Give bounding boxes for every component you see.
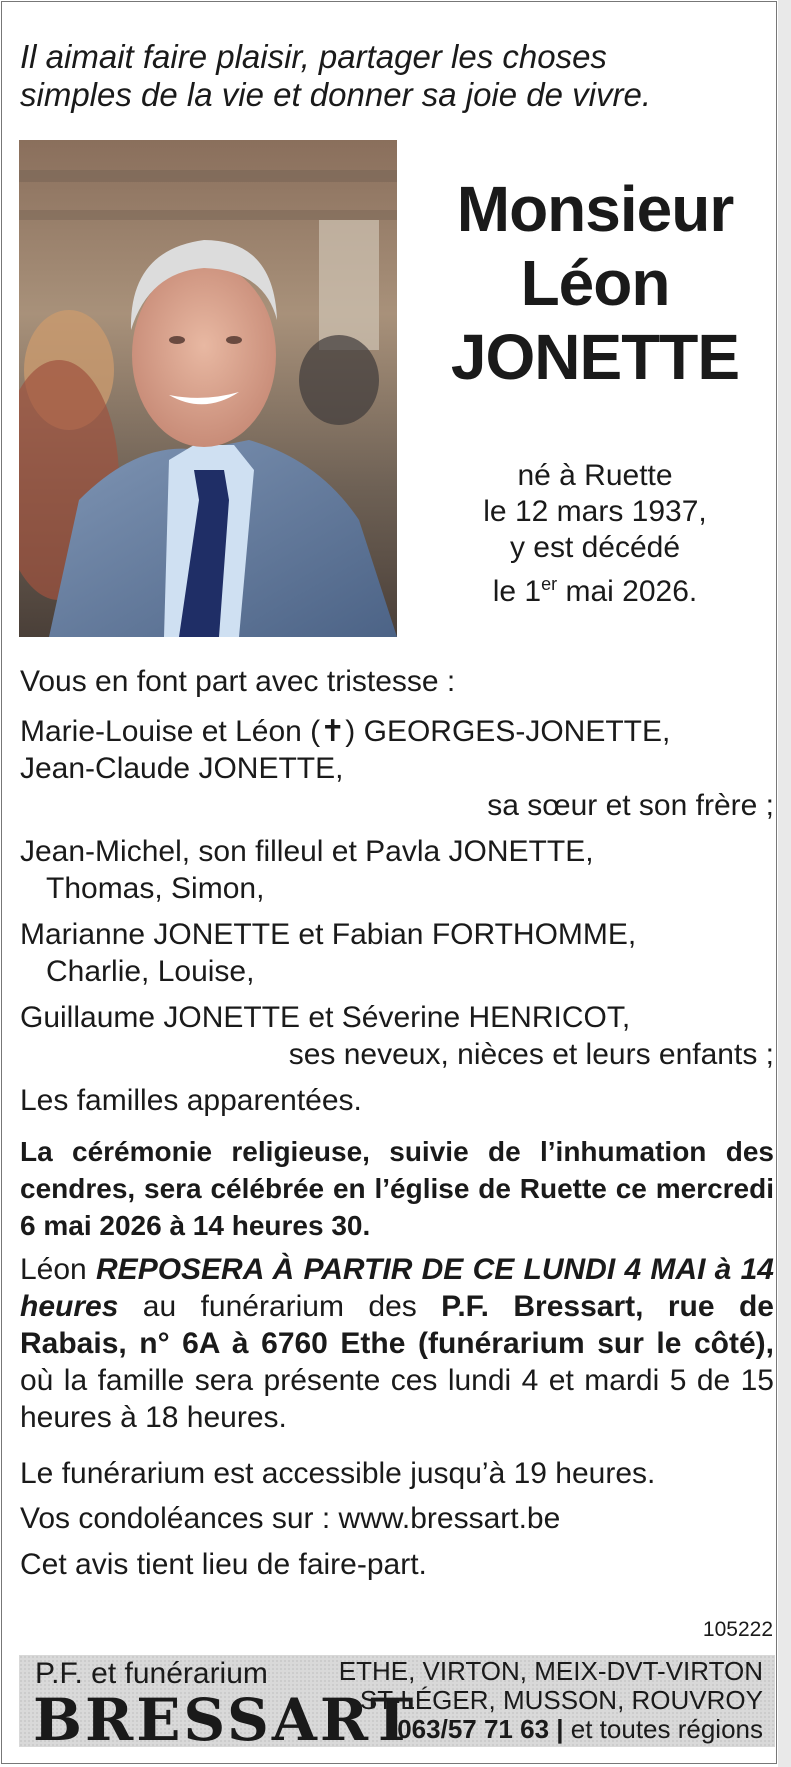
banner-brand: BRESSART	[33, 1686, 417, 1754]
quote-line: Il aimait faire plaisir, partager les choses	[20, 38, 607, 75]
death-date: le 1er mai 2026.	[492, 574, 698, 608]
locations-line: ST-LÉGER, MUSSON, ROUVROY	[359, 1685, 763, 1715]
quote-line: simples de la vie et donner sa joie de vivre.	[20, 76, 651, 113]
family-line: Les familles apparentées.	[20, 1084, 362, 1117]
epitaph-quote	[20, 38, 720, 114]
notice-line: Cet avis tient lieu de faire-part.	[20, 1548, 427, 1581]
death-place: y est décédé	[509, 531, 681, 564]
portrait-photo	[19, 140, 397, 637]
funeral-home-address: P.F. Bressart, rue de Rabais, n° 6A à 6760 Ethe (funérarium sur le côté),	[20, 1290, 774, 1360]
reference-number: 105222	[702, 1618, 773, 1641]
birth-place: né à Ruette	[517, 459, 673, 492]
locations-line: ETHE, VIRTON, MEIX-DVT-VIRTON	[338, 1656, 763, 1686]
birth-death-dates	[440, 458, 750, 610]
visitation-emphasis: REPOSERA À PARTIR DE CE LUNDI 4 MAI à 14 heures	[20, 1253, 774, 1323]
family-line: Charlie, Louise,	[46, 955, 255, 988]
first-name: Léon	[520, 247, 670, 319]
banner-locations	[339, 1657, 763, 1744]
family-line: Jean-Claude JONETTE,	[20, 752, 344, 785]
family-intro: Vous en font part avec tristesse :	[20, 665, 456, 698]
family-relation: ses neveux, nièces et leurs enfants ;	[288, 1038, 774, 1071]
access-hours: Le funérarium est accessible jusqu’à 19 heures.	[20, 1457, 656, 1490]
deceased-name	[410, 172, 780, 394]
contact-line: 063/57 71 63 | et toutes régions	[397, 1714, 763, 1744]
birth-date: le 12 mars 1937,	[483, 495, 707, 528]
condolences-line: Vos condoléances sur : www.bressart.be	[20, 1502, 561, 1535]
banner-subtitle: P.F. et funérarium	[35, 1657, 268, 1690]
family-line: Marianne JONETTE et Fabian FORTHOMME,	[20, 918, 637, 951]
family-list	[20, 713, 774, 1119]
family-line: Guillaume JONETTE et Séverine HENRICOT,	[20, 1001, 631, 1034]
family-line: Marie-Louise et Léon (✝) GEORGES-JONETTE,	[20, 715, 671, 748]
phone-number: 063/57 71 63	[397, 1714, 550, 1744]
ceremony-text: La cérémonie religieuse, suivie de l’inhumation des cendres, sera célébrée en l’église de Ruette ce mercredi 6 mai 2026 à 14 heures 30.	[20, 1136, 774, 1241]
regions-text: et toutes régions	[570, 1714, 763, 1744]
last-name: JONETTE	[450, 321, 740, 393]
family-line: Thomas, Simon,	[46, 872, 265, 905]
visitation-text: Léon REPOSERA À PARTIR DE CE LUNDI 4 MAI à 14 heures au funérarium des P.F. Bressart, rue de Rabais, n° 6A à 6760 Ethe (funérarium sur le côté), où la famille sera présente ces lundi 4 et mardi 5 de 15 heures à 18 heures.	[20, 1253, 774, 1434]
civility: Monsieur	[456, 173, 734, 245]
family-line: Jean-Michel, son filleul et Pavla JONETTE,	[20, 835, 594, 868]
family-relation: sa sœur et son frère ;	[487, 789, 774, 822]
funeral-home-banner	[19, 1655, 775, 1754]
